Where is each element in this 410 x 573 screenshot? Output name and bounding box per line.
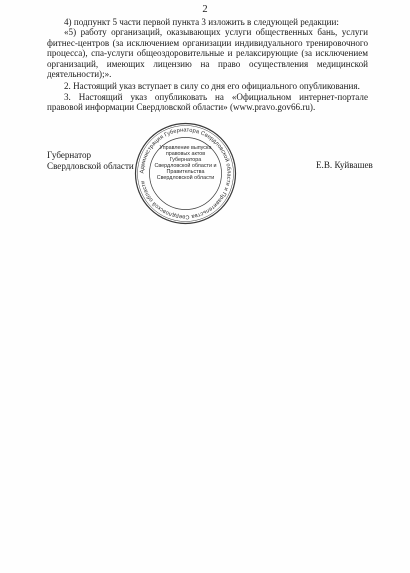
paragraph-new-subitem-5: «5) работу организаций, оказывающих услуги общественных бань, услуги фитнес-центров (за исключением организации индивидуального тренировочного процесса), спа-услуги общеоздоровительные и релаксирующие (за исключением организаций, имеющих лицензию на право осуществления медицинской деятельности);». xyxy=(47,27,368,80)
paragraph-effective-date: 2. Настоящий указ вступает в силу со дня его официального опубликования. xyxy=(64,81,360,92)
signature-region: Свердловской области xyxy=(47,161,134,172)
paragraph-publication: 3. Настоящий указ опубликовать на «Официальном интернет-портале правовой информации Свердловской области» (www.pravo.gov66.ru). xyxy=(47,91,368,113)
seal-ring-text: Администрация Губернатора Свердловской области и Правительства Свердловской области xyxy=(139,127,232,220)
seal-center-text: Управление выпуска правовых актов Губернатора Свердловской области и Правительства Свердловской области xyxy=(154,145,217,182)
decree-body-text xyxy=(47,17,368,113)
signature-name: Е.В. Куйвашев xyxy=(316,160,373,170)
paragraph-item-4: 4) подпункт 5 части первой пункта 3 изложить в следующей редакции: xyxy=(64,17,339,27)
signature-title xyxy=(47,150,134,172)
official-seal xyxy=(133,121,238,226)
signature-position: Губернатор xyxy=(47,150,92,160)
page-number: 2 xyxy=(202,4,208,15)
